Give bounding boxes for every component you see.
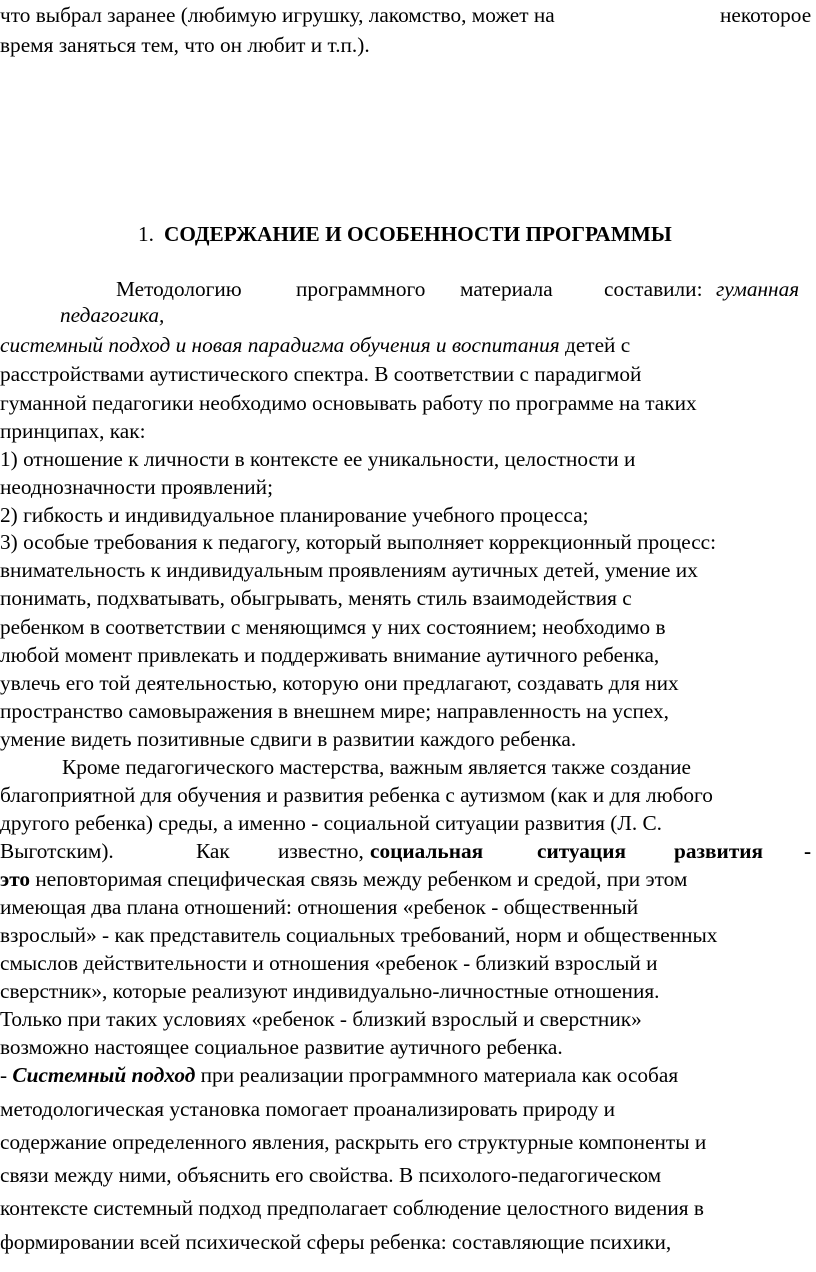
text-span: педагогика, (60, 303, 165, 327)
text-line (0, 1096, 816, 1122)
text-span: 2) гибкость и индивидуальное планирование учебного процесса; (0, 503, 589, 527)
section-heading (138, 221, 738, 247)
text-line (0, 782, 816, 808)
text-line (0, 390, 816, 416)
text-span: - (804, 839, 812, 863)
text-line (0, 474, 816, 500)
text-line (0, 557, 816, 583)
text-span: понимать, подхватывать, обыгрывать, менять стиль взаимодействия с (0, 586, 632, 610)
text-line (0, 642, 816, 668)
text-span: ситуация (537, 839, 626, 863)
text-span: принципах, как: (0, 419, 146, 443)
text-line (0, 1162, 816, 1188)
text-line (0, 810, 816, 836)
text-span: умение видеть позитивные сдвиги в развитии каждого ребенка. (0, 727, 577, 751)
text-span: при реализации программного материала как особая (195, 1063, 679, 1087)
text-span: известно, (278, 839, 364, 863)
text-line (0, 502, 816, 528)
text-line (0, 978, 816, 1004)
text-span: материала (460, 277, 553, 301)
text-line (0, 446, 816, 472)
text-span: содержание определенного явления, раскрыть его структурные компоненты и (0, 1130, 707, 1154)
heading-title: СОДЕРЖАНИЕ И ОСОБЕННОСТИ ПРОГРАММЫ (163, 222, 672, 246)
text-span: формировании всей психической сферы ребенка: составляющие психики, (0, 1230, 672, 1254)
text-line (0, 361, 816, 387)
text-line (0, 894, 816, 920)
text-line (0, 332, 816, 358)
text-span: внимательность к индивидуальным проявлениям аутичных детей, умение их (0, 558, 698, 582)
text-line (0, 418, 816, 444)
text-line (0, 698, 816, 724)
text-span: пространство самовыражения в внешнем мире; направленность на успех, (0, 699, 670, 723)
heading-number: 1. (138, 222, 154, 246)
text-span: контексте системный подход предполагает соблюдение целостного видения в (0, 1196, 704, 1220)
text-span: связи между ними, объяснить его свойства. В психолого-педагогическом (0, 1163, 662, 1187)
text-span: другого ребенка) среды, а именно - социальной ситуации развития (Л. С. (0, 811, 662, 835)
text-span: Кроме педагогического мастерства, важным является также создание (62, 755, 691, 779)
text-span: смыслов действительности и отношения «ребенок - близкий взрослый и (0, 951, 658, 975)
text-span: взрослый» - как представитель социальных требований, норм и общественных (0, 923, 718, 947)
text-span: гуманная (716, 277, 800, 301)
text-span: 1) отношение к личности в контексте ее уникальности, целостности и (0, 447, 636, 471)
text-span: это (0, 867, 31, 891)
text-span: системный подход и новая парадигма обучения и воспитания (0, 333, 560, 357)
text-span: возможно настоящее социальное развитие аутичного ребенка. (0, 1035, 563, 1059)
text-span: 3) особые требования к педагогу, который выполняет коррекционный процесс: (0, 530, 717, 554)
text-line (720, 2, 816, 28)
text-line (0, 1129, 816, 1155)
text-line (0, 1006, 816, 1032)
text-span: сверстник», которые реализуют индивидуально-личностные отношения. (0, 979, 660, 1003)
text-span: неоднозначности проявлений; (0, 475, 273, 499)
text-span: методологическая установка помогает проанализировать природу и (0, 1097, 616, 1121)
text-line (60, 302, 816, 328)
text-span: Системный подход (12, 1063, 196, 1087)
text-line (0, 1195, 816, 1221)
text-span: увлечь его той деятельностью, которую они предлагают, создавать для них (0, 671, 679, 695)
text-line (0, 2, 816, 28)
text-span: что выбрал заранее (любимую игрушку, лакомство, может на (0, 3, 555, 27)
text-span: благоприятной для обучения и развития ребенка с аутизмом (как и для любого (0, 783, 713, 807)
text-line (0, 866, 816, 892)
text-line (0, 922, 816, 948)
text-span: - (0, 1063, 13, 1087)
text-span: время заняться тем, что он любит и т.п.). (0, 33, 370, 57)
text-span: расстройствами аутистического спектра. В соответствии с парадигмой (0, 362, 642, 386)
text-span: неповторимая специфическая связь между ребенком и средой, при этом (30, 867, 688, 891)
text-line (0, 32, 816, 58)
text-span: ребенком в соответствии с меняющимся у них состоянием; необходимо в (0, 615, 666, 639)
text-line (62, 754, 816, 780)
text-span: гуманной педагогики необходимо основывать работу по программе на таких (0, 391, 697, 415)
text-span: детей с (559, 333, 631, 357)
text-line (0, 1034, 816, 1060)
text-line (0, 670, 816, 696)
text-span: развития (674, 839, 764, 863)
text-line (0, 950, 816, 976)
text-span: составили: (604, 277, 703, 301)
text-span: Как (196, 839, 230, 863)
text-span: программного (296, 277, 426, 301)
text-line (0, 1229, 816, 1255)
text-line (0, 614, 816, 640)
text-span: Методологию (116, 277, 242, 301)
text-span: любой момент привлекать и поддерживать внимание аутичного ребенка, (0, 643, 660, 667)
text-line (0, 726, 816, 752)
text-span: социальная (370, 839, 484, 863)
text-line (0, 1062, 816, 1088)
text-span: имеющая два плана отношений: отношения «ребенок - общественный (0, 895, 639, 919)
text-span: Выготским). (0, 839, 114, 863)
text-span: некоторое (720, 3, 812, 27)
text-line (0, 529, 816, 555)
text-line (0, 585, 816, 611)
text-span: Только при таких условиях «ребенок - близкий взрослый и сверстник» (0, 1007, 642, 1031)
